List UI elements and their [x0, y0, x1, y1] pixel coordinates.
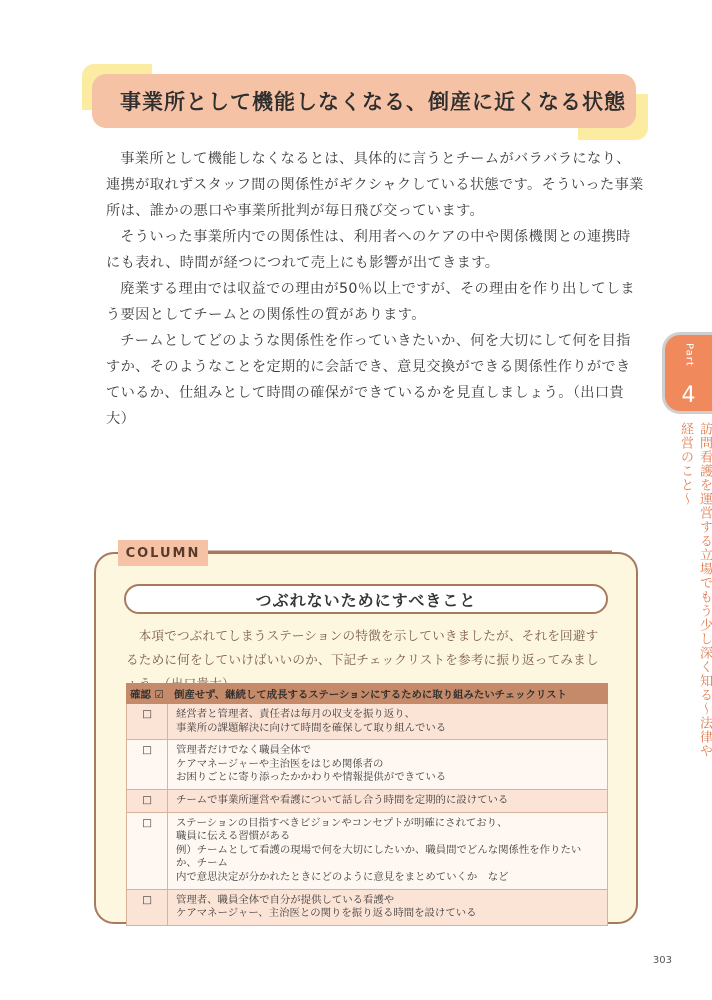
item-line: 管理者、職員全体で自分が提供している看護や	[176, 893, 395, 906]
table-row	[127, 740, 608, 790]
checkbox[interactable]: □	[127, 889, 168, 925]
item-line: 事業所の課題解決に向けて時間を確保して取り組んでいる	[176, 721, 447, 734]
part-number: 4	[681, 383, 696, 408]
column-intro-text: 本項でつぶれてしまうステーションの特徴を示していきましたが、それを回避するために何をしていけばいいのか、下記チェックリストを参考に振り返ってみまし	[126, 628, 599, 667]
item-line: 職員に伝える習慣がある	[176, 830, 291, 843]
side-chapter-title: 訪問看護を運営する立場でもう少し深く知る～法律や経営のこと～	[678, 422, 712, 758]
column-label: COLUMN	[118, 540, 208, 566]
page-number: 303	[652, 955, 672, 966]
table-row	[127, 812, 608, 889]
checkbox[interactable]: □	[127, 704, 168, 740]
item-line: ケアマネージャーや主治医をはじめ関係者の	[176, 757, 384, 770]
body-text	[106, 146, 644, 432]
paragraph: そういった事業所内での関係性は、利用者へのケアの中や関係機関との連携時にも表れ、時間が経つにつれて売上にも影響が出てきます。	[106, 229, 631, 271]
checklist-item	[168, 704, 608, 740]
column-title: つぶれないためにすべきこと	[124, 584, 608, 614]
checklist-item	[168, 812, 608, 889]
paragraph: 廃業する理由では収益での理由が50％以上ですが、その理由を作り出してしまう要因としてチームとの関係性の質があります。	[106, 281, 636, 323]
header-item: 倒産せず、継続して成長するステーションにするために取り組みたいチェックリスト	[168, 684, 608, 704]
checkbox[interactable]: □	[127, 789, 168, 812]
checklist-item	[168, 789, 608, 812]
paragraph: チームとしてどのような関係性を作っていきたいか、何を大切にして何を目指すか、そのようなことを定期的に会話でき、意見交換ができる関係性作りができているか、仕組みとして時間の確保ができているかを見直しましょう。（出口貴大）	[106, 333, 631, 427]
part-label: Part	[683, 343, 695, 367]
item-line: 例）チームとして看護の現場で何を大切にしたいか、職員間でどんな関係性を作りたいか、チーム	[176, 843, 582, 870]
table-row	[127, 704, 608, 740]
item-line: 経営者と管理者、責任者は毎月の収支を振り返り、	[176, 708, 415, 720]
item-line: 管理者だけでなく職員全体で	[176, 744, 312, 757]
header-check: 確認 ☑	[127, 684, 168, 704]
checklist-item	[168, 889, 608, 925]
section-heading: 事業所として機能しなくなる、倒産に近くなる状態	[92, 74, 636, 128]
item-line: ケアマネージャー、主治医との関りを振り返る時間を設けている	[176, 907, 477, 920]
part-tab	[662, 332, 712, 414]
section-heading-container	[82, 64, 648, 140]
checkbox[interactable]: □	[127, 812, 168, 889]
table-row	[127, 789, 608, 812]
checklist-table	[126, 683, 608, 926]
item-line: チームで事業所運営や看護について話し合う時間を定期的に設けている	[176, 793, 509, 806]
item-line: 内で意思決定が分かれたときにどのように意見をまとめていくか など	[176, 870, 509, 883]
paragraph: 事業所として機能しなくなるとは、具体的に言うとチームがバラバラになり、連携が取れずスタッフ間の関係性がギクシャクしている状態です。そういった事業所は、誰かの悪口や事業所批判が毎日飛び交っています。	[106, 151, 644, 219]
item-line: お困りごとに寄り添ったかかわりや情報提供ができている	[176, 771, 447, 784]
table-header-row	[127, 684, 608, 704]
item-line: ステーションの目指すべきビジョンやコンセプトが明確にされており、	[176, 816, 508, 829]
checkbox[interactable]: □	[127, 740, 168, 790]
table-row	[127, 889, 608, 925]
column-divider	[208, 549, 628, 555]
checklist-item	[168, 740, 608, 790]
